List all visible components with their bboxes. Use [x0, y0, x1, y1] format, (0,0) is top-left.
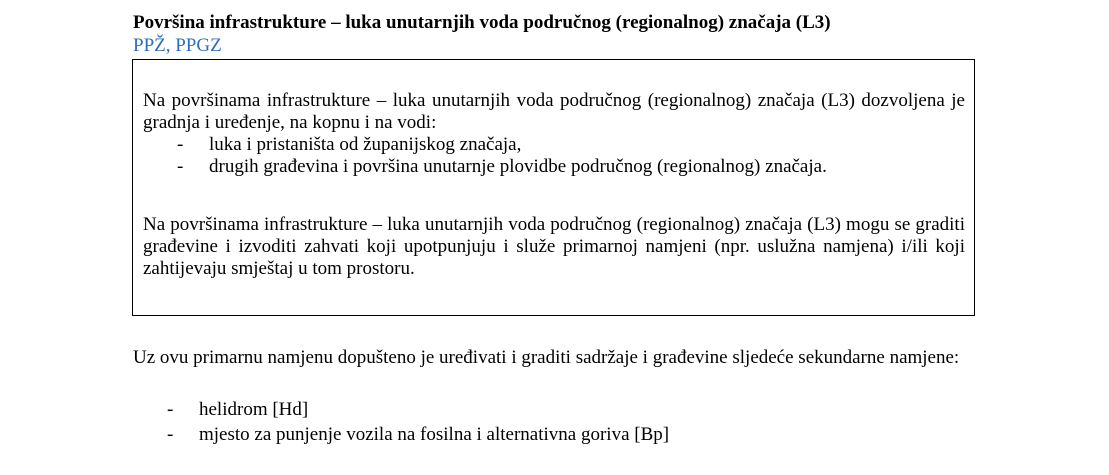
box-paragraph-supporting-works: Na površinama infrastrukture – luka unutarnjih voda područnog (regionalnog) značaja (L3) mogu se graditi građevine i izvoditi zahvati koji upotpunjuju i služe primarnoj namjeni (npr. uslužna namjena) i/ili koji zahtijevaju smještaj u tom prostoru. [143, 214, 965, 279]
list-dash: - [167, 424, 174, 445]
list-item-text: drugih građevina i površina unutarnje plovidbe područnog (regionalnog) značaja. [209, 156, 827, 177]
list-item-text: helidrom [Hd] [199, 399, 309, 420]
list-dash: - [177, 156, 184, 177]
list-item [143, 134, 965, 156]
list-item [133, 424, 669, 449]
plan-reference: PPŽ, PPGZ [133, 35, 222, 56]
list-item [143, 156, 965, 178]
list-dash: - [167, 399, 174, 420]
list-item-text: mjesto za punjenje vozila na fosilna i alternativna goriva [Bp] [199, 424, 670, 445]
list-item-text: luka i pristaništa od županijskog značaja, [209, 134, 522, 155]
framed-provision-box [132, 59, 975, 316]
section-heading: Površina infrastrukture – luka unutarnjih voda područnog (regionalnog) značaja (L3) [133, 12, 831, 33]
list-item [133, 399, 669, 424]
list-dash: - [177, 134, 184, 155]
secondary-use-list [133, 399, 669, 449]
box-paragraph-permitted-construction: Na površinama infrastrukture – luka unutarnjih voda područnog (regionalnog) značaja (L3) dozvoljena je gradnja i uređenje, na kopnu i na vodi: [143, 90, 965, 133]
secondary-use-paragraph: Uz ovu primarnu namjenu dopušteno je uređivati i graditi sadržaje i građevine sljedeće sekundarne namjene: [133, 347, 960, 368]
box-permitted-list [143, 134, 965, 178]
